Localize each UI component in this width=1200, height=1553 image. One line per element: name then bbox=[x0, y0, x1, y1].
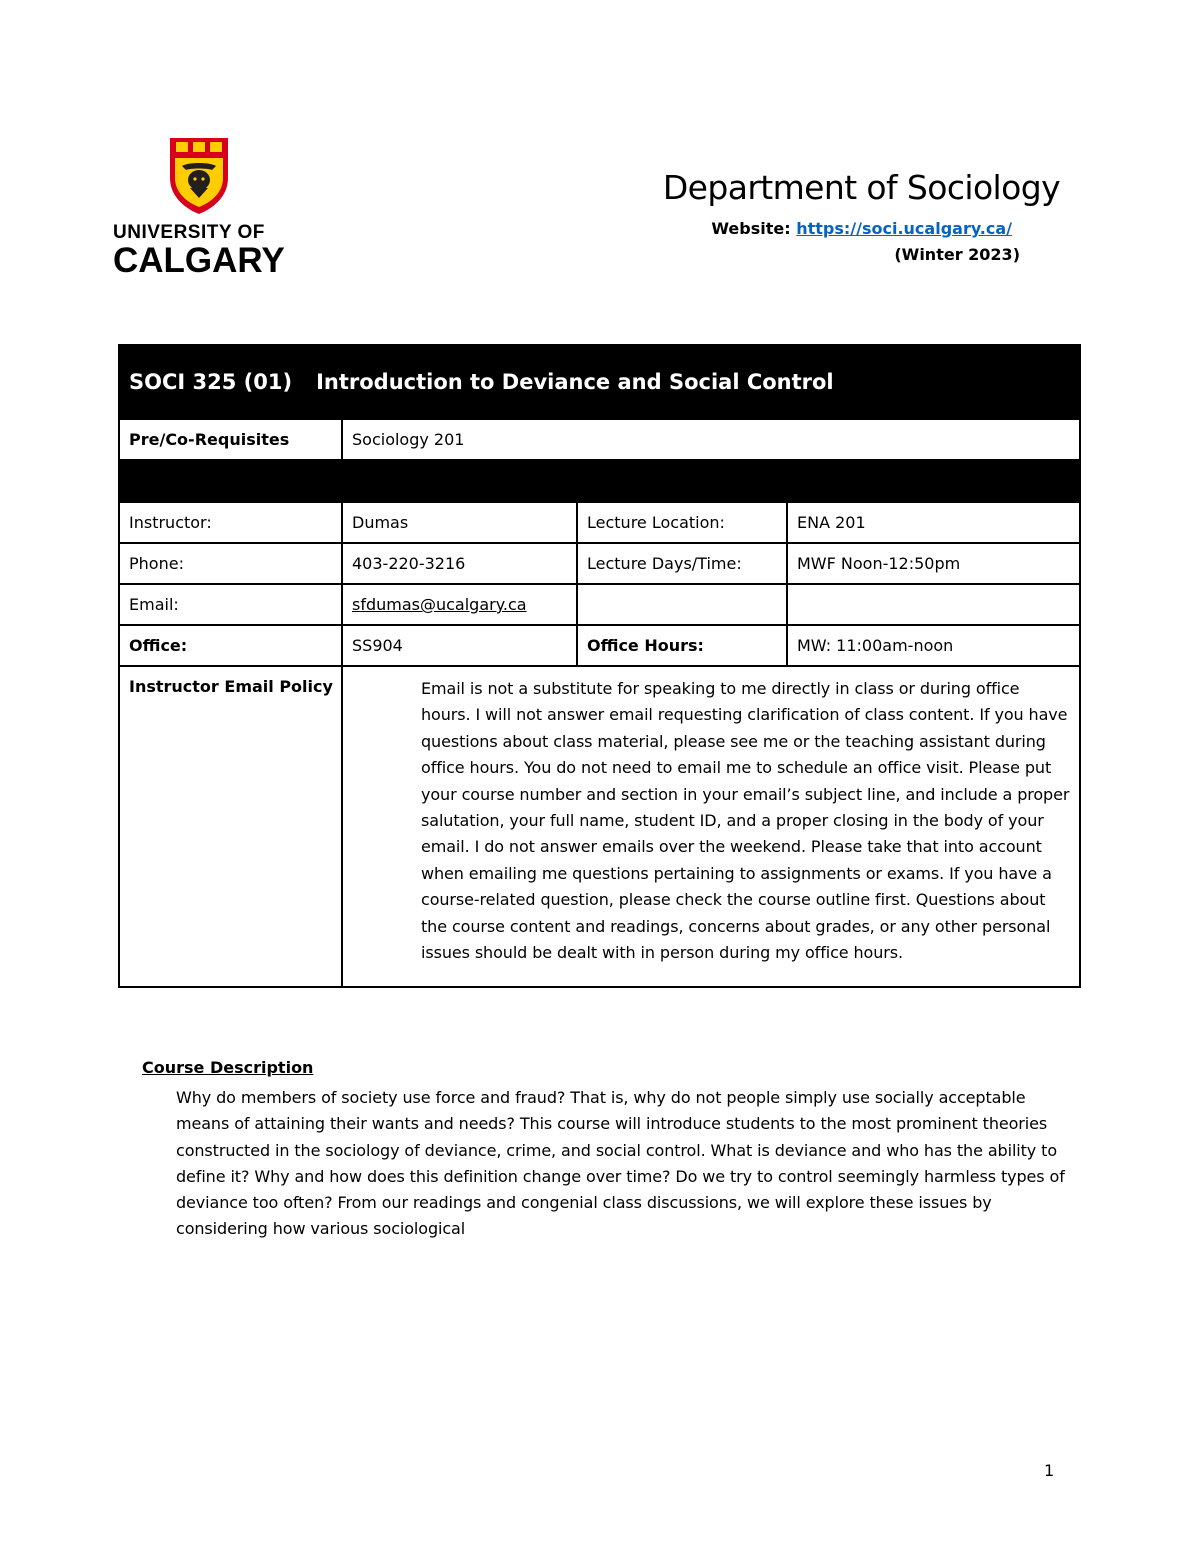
logo-line-1: UNIVERSITY OF bbox=[113, 222, 265, 243]
policy-row bbox=[119, 666, 1080, 987]
table-row bbox=[119, 584, 1080, 625]
university-crest-icon bbox=[168, 136, 230, 216]
course-header-row bbox=[119, 345, 1080, 419]
course-description-text: Why do members of society use force and fraud? That is, why do not people simply use socially acceptable means of attaining their wants and needs? This course will introduce students to the most prominent theories constructed in the sociology of deviance, crime, and social control. What is deviance and who has the ability to define it? Why and how does this definition change over time? Do we try to control seemingly harmless types of deviance too often? From our readings and congenial class discussions, we will explore these issues by considering how various sociological bbox=[176, 1088, 1065, 1239]
course-header-cell bbox=[119, 345, 1080, 419]
phone-value: 403-220-3216 bbox=[342, 543, 577, 584]
term-label: (Winter 2023) bbox=[894, 245, 1020, 264]
office-label: Office: bbox=[119, 625, 342, 666]
lecture-location-label: Lecture Location: bbox=[577, 502, 787, 543]
prereq-row bbox=[119, 419, 1080, 460]
divider-cell bbox=[119, 460, 1080, 502]
logo-line-2: CALGARY bbox=[113, 241, 285, 280]
divider-row bbox=[119, 460, 1080, 502]
department-title: Department of Sociology bbox=[662, 168, 1060, 207]
lecture-time-label: Lecture Days/Time: bbox=[577, 543, 787, 584]
empty-value-cell bbox=[787, 584, 1080, 625]
table-row bbox=[119, 502, 1080, 543]
page-number: 1 bbox=[1044, 1461, 1055, 1480]
prereq-label: Pre/Co-Requisites bbox=[119, 419, 342, 460]
empty-label-cell bbox=[577, 584, 787, 625]
table-row bbox=[119, 543, 1080, 584]
course-code: SOCI 325 (01) bbox=[129, 370, 293, 394]
website-link[interactable]: https://soci.ucalgary.ca/ bbox=[796, 219, 1012, 238]
table-row bbox=[119, 625, 1080, 666]
website-label: Website: bbox=[711, 219, 791, 238]
university-logo bbox=[113, 136, 288, 278]
instructor-label: Instructor: bbox=[119, 502, 342, 543]
phone-label: Phone: bbox=[119, 543, 342, 584]
office-hours-value: MW: 11:00am-noon bbox=[787, 625, 1080, 666]
lecture-location-value: ENA 201 bbox=[787, 502, 1080, 543]
course-description-heading: Course Description bbox=[142, 1058, 314, 1077]
instructor-value: Dumas bbox=[342, 502, 577, 543]
course-info-table bbox=[118, 344, 1081, 988]
email-cell bbox=[342, 584, 577, 625]
course-title: Introduction to Deviance and Social Control bbox=[316, 370, 834, 394]
email-link[interactable]: sfdumas@ucalgary.ca bbox=[352, 595, 527, 614]
office-value: SS904 bbox=[342, 625, 577, 666]
policy-label: Instructor Email Policy bbox=[119, 666, 342, 987]
email-label: Email: bbox=[119, 584, 342, 625]
office-hours-label: Office Hours: bbox=[577, 625, 787, 666]
prereq-value: Sociology 201 bbox=[342, 419, 1080, 460]
lecture-time-value: MWF Noon-12:50pm bbox=[787, 543, 1080, 584]
policy-text: Email is not a substitute for speaking to me directly in class or during office hours. I will not answer email requesting clarification of class content. If you have questions about class material, please see me or the teaching assistant during office hours. You do not need to email me to schedule an office visit. Please put your course number and section in your email’s subject line, and include a proper salutation, your full name, student ID, and a proper closing in the body of your email. I do not answer emails over the weekend. Please take that into account when emailing me questions pertaining to assignments or exams. If you have a course-related question, please check the course outline first. Questions about the course content and readings, concerns about grades, or any other personal issues should be dealt with in person during my office hours. bbox=[342, 666, 1080, 987]
website-line bbox=[600, 219, 1012, 238]
